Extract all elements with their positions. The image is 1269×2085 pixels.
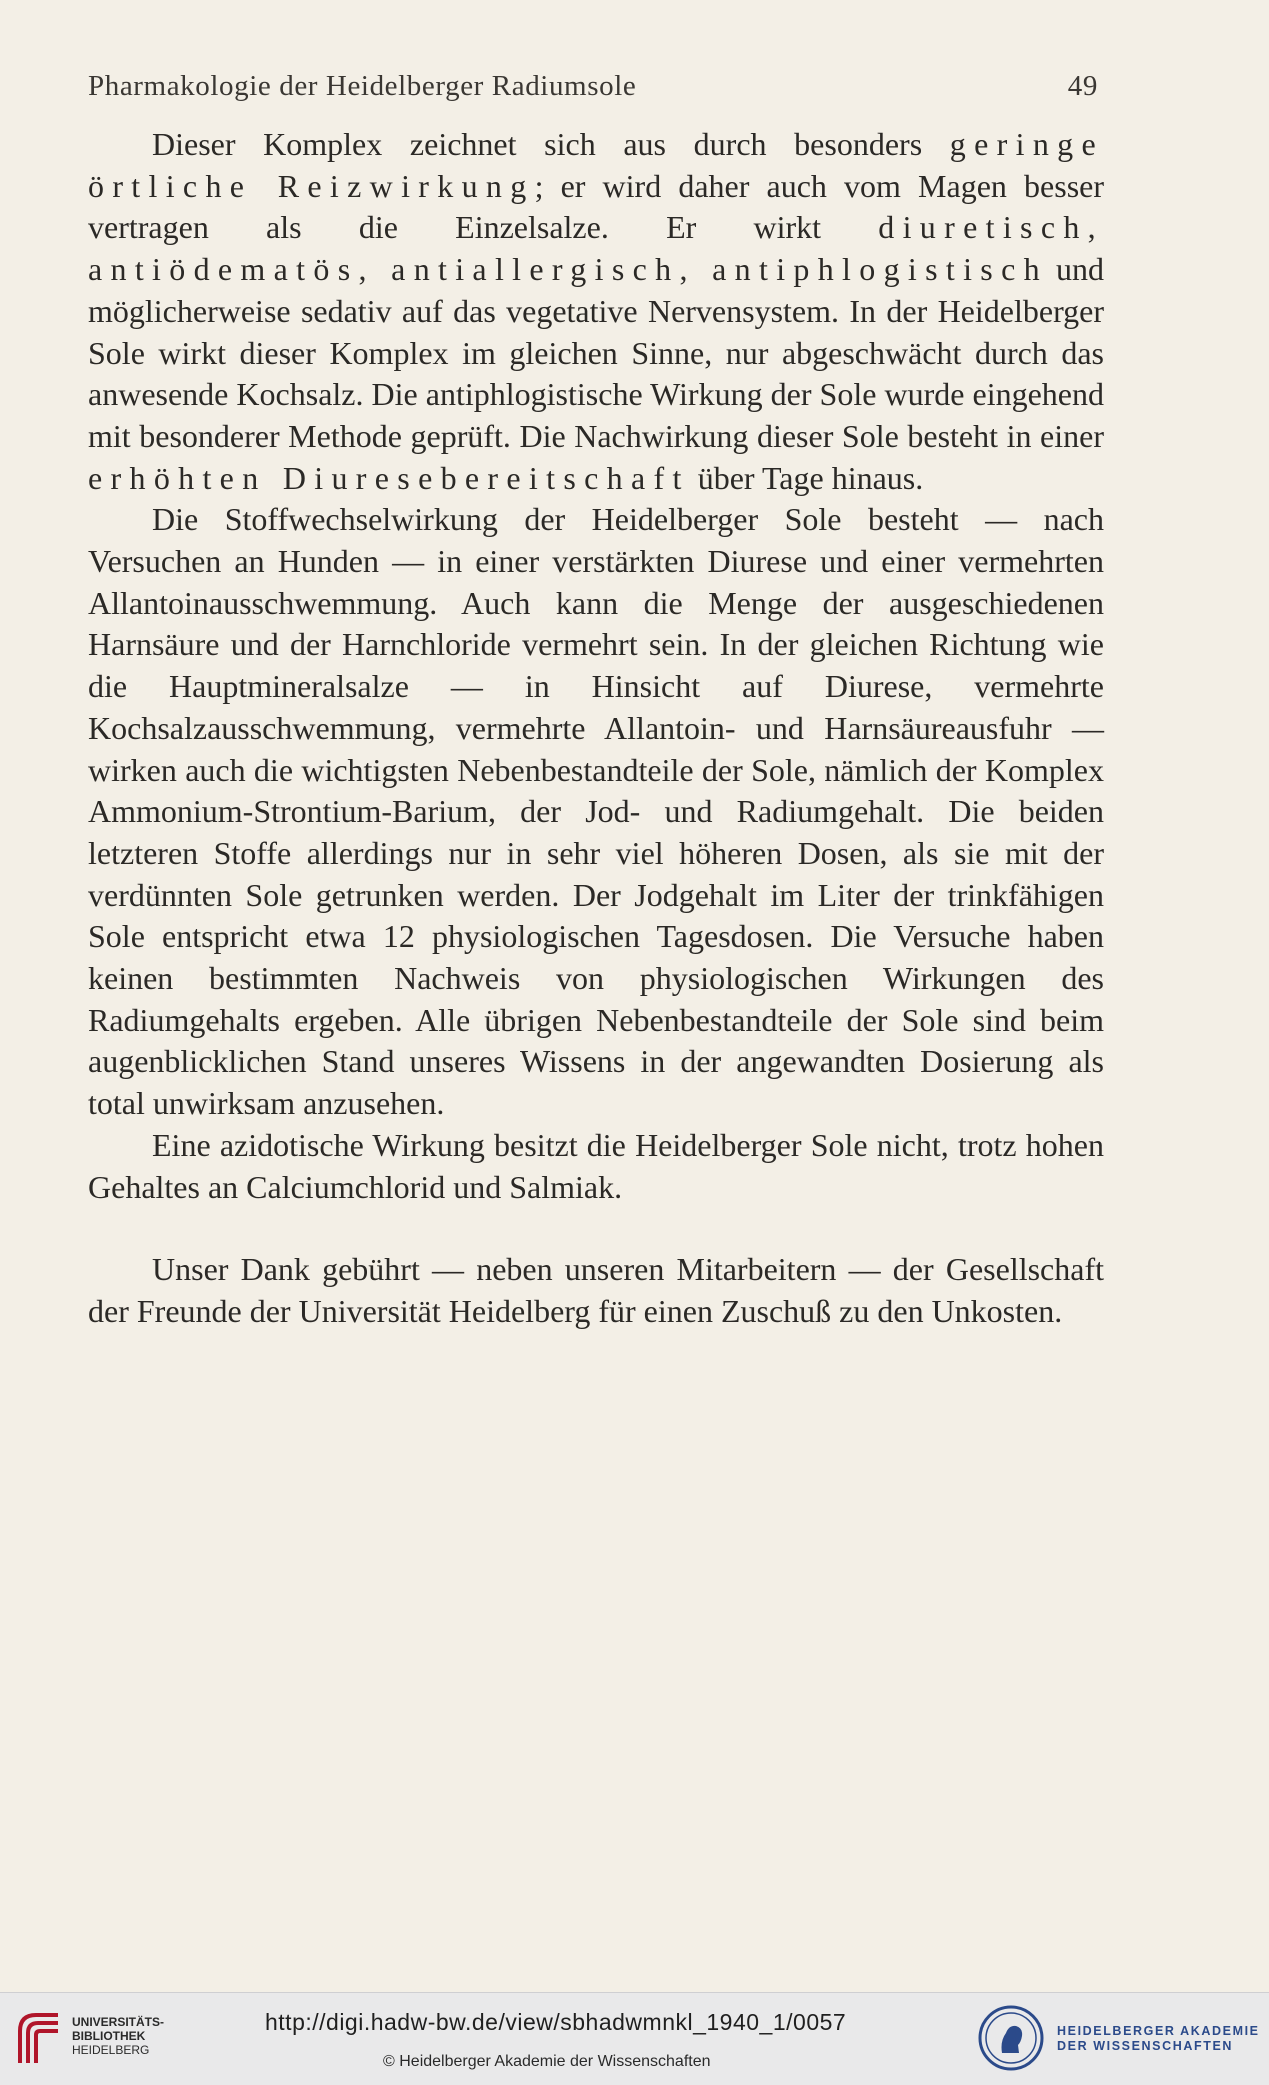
paragraph-4 xyxy=(88,1249,1104,1332)
page-number: 49 xyxy=(1067,70,1098,102)
paragraph-2 xyxy=(88,499,1104,1125)
emphasized-text: diuretisch, antiödematös, antiallergisch, antiphlogistisch xyxy=(88,209,1104,288)
running-head xyxy=(88,70,1098,103)
text-run: Die Stoffwechselwirkung der Heidelberger Sole besteht — nach Versuchen an Hunden — in einer verstärkten Diurese und einer vermehrten Allantoinausschwemmung. Auch kann die Menge der ausgeschiedenen Harnsäure und der Harnchloride vermehrt sein. In der gleichen Richtung wie die Hauptmineralsalze — in Hinsicht auf Diurese, vermehrte Kochsalzausschwemmung, vermehrte Allantoin- und Harnsäureausfuhr — wirken auch die wichtigsten Nebenbestandteile der Sole, nämlich der Komplex Ammonium-Strontium-Barium, der Jod- und Radiumgehalt. Die beiden letzteren Stoffe allerdings nur in sehr viel höheren Dosen, als sie mit der verdünnten Sole getrunken werden. Der Jodgehalt im Liter der trinkfähigen Sole entspricht etwa 12 physiologischen Tagesdosen. Die Versuche haben keinen bestimmten Nachweis von physiologischen Wirkungen des Radiumgehalts ergeben. Alle übrigen Nebenbestandteile der Sole sind beim augenblicklichen Stand unseres Wissens in der angewandten Dosierung als total unwirksam anzusehen. xyxy=(88,501,1104,1122)
permalink-url[interactable]: http://digi.hadw-bw.de/view/sbhadwmnkl_1940_1/0057 xyxy=(265,2009,847,2035)
university-library-name: UNIVERSITÄTS- BIBLIOTHEK HEIDELBERG xyxy=(72,2015,165,2057)
paragraph-1 xyxy=(88,124,1104,499)
emphasized-text: geringe örtliche Reizwirkung xyxy=(88,126,1104,204)
text-run: und möglicherweise sedativ auf das vegetative Nervensystem. In der Heidelberger Sole wirkt dieser Komplex im gleichen Sinne, nur abgeschwächt durch das anwesende Kochsalz. Die antiphlogistische Wirkung der Sole wurde eingehend mit besonderer Methode geprüft. Die Nachwirkung dieser Sole besteht in einer xyxy=(88,251,1104,454)
text-run: über Tage hinaus. xyxy=(689,459,924,496)
academy-name: HEIDELBERGER AKADEMIE DER WISSENSCHAFTEN xyxy=(1057,2024,1260,2053)
university-library-logo-icon xyxy=(14,2009,62,2067)
body-text xyxy=(88,124,1104,1333)
copyright-notice: © Heidelberger Akademie der Wissenschaften xyxy=(383,2053,711,2070)
text-run: Eine azidotische Wirkung besitzt die Heidelberger Sole nicht, trotz hohen Gehaltes an Calciumchlorid und Salmiak. xyxy=(88,1126,1104,1205)
text-run: Unser Dank gebührt — neben unseren Mitarbeitern — der Gesellschaft der Freunde der Universität Heidelberg für einen Zuschuß zu den Unkosten. xyxy=(88,1251,1104,1329)
text-run: ; er wird daher auch vom Magen besser vertragen als die Einzelsalze. Er wirkt xyxy=(88,167,1105,246)
text-run: Dieser Komplex zeichnet sich aus durch besonders xyxy=(152,126,950,162)
viewer-footer xyxy=(0,1992,1269,2085)
emphasized-text: erhöhten Diuresebereitschaft xyxy=(88,459,690,496)
paragraph-3 xyxy=(88,1125,1104,1208)
running-title: Pharmakologie der Heidelberger Radiumsole xyxy=(88,70,637,102)
academy-seal-icon xyxy=(978,2005,1044,2071)
